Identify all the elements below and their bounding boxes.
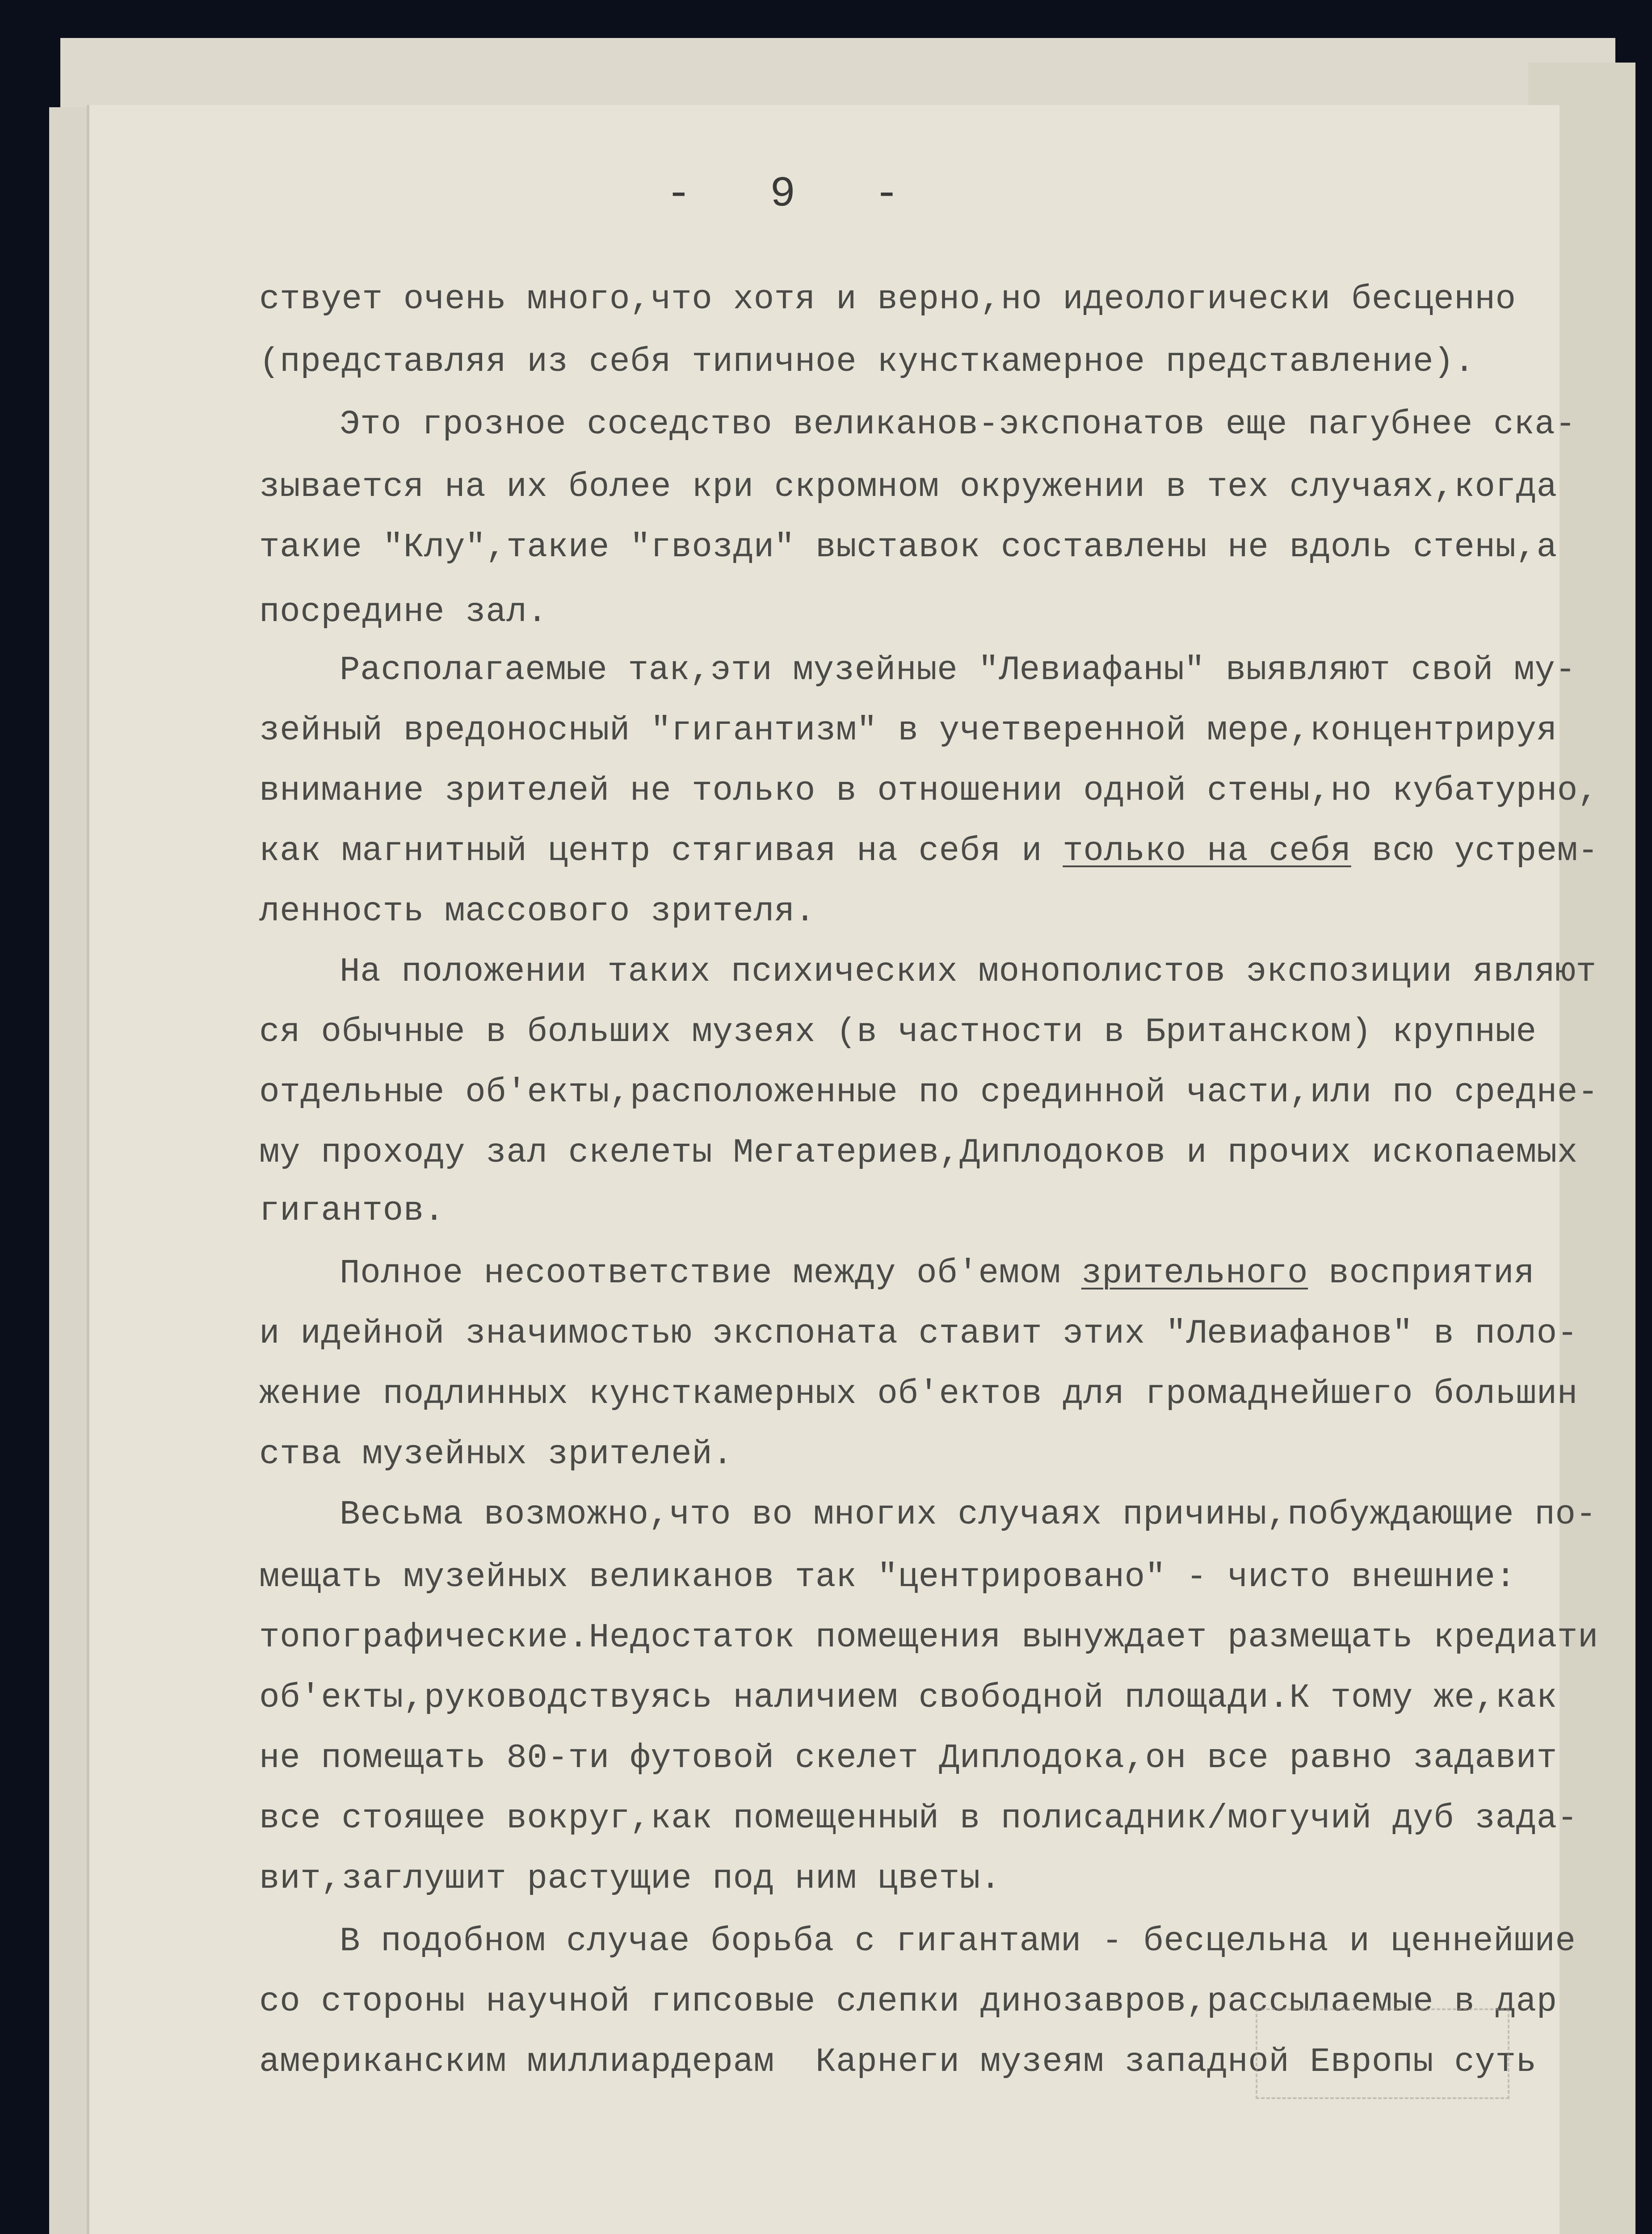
text-line (259, 1676, 1557, 1720)
text-line (259, 277, 1516, 322)
text-line (259, 465, 1557, 509)
text-line (259, 1311, 1578, 1356)
text-line-part: зейный вредоносный "гигантизм" в учетверенной мере,концентрируя (259, 711, 1557, 750)
text-line (259, 1796, 1578, 1841)
text-line (259, 708, 1557, 753)
text-line-part: зывается на их более кри скромном окружении в тех случаях,когда (259, 468, 1557, 506)
text-line-part: гигантов. (259, 1192, 445, 1230)
text-line (259, 1615, 1598, 1660)
page-number: - 9 - (666, 170, 909, 218)
text-line (340, 402, 1576, 447)
text-line-part: му проходу зал скелеты Мегатериев,Диплодоков и прочих ископаемых (259, 1134, 1578, 1172)
text-line-part: жение подлинных кунсткамерных об'ектов для громаднейшего большин (259, 1375, 1578, 1413)
text-line-part: Это грозное соседство великанов-экспонатов еще пагубнее ска- (340, 405, 1576, 444)
text-line (259, 1736, 1557, 1780)
text-line (259, 1130, 1578, 1175)
text-line-part: ства музейных зрителей. (259, 1435, 733, 1474)
text-line-part: внимание зрителей не только в отношении одной стены,но кубатурно, (259, 772, 1598, 810)
text-line-part: со стороны научной гипсовые слепки динозавров,рассылаемые в дар (259, 1982, 1557, 2021)
text-line-part: Полное несоответствие между об'емом (340, 1254, 1081, 1293)
text-line (259, 1555, 1516, 1600)
text-line (259, 1856, 1001, 1901)
text-line-part: мещать музейных великанов так "центрировано" - чисто внешние: (259, 1558, 1516, 1596)
text-line (340, 1492, 1597, 1537)
text-line-part: всю устрем- (1351, 832, 1599, 870)
text-line-part: Весьма возможно,что во многих случаях причины,побуждающие по- (340, 1495, 1597, 1534)
text-line (259, 768, 1598, 813)
text-line-part: ся обычные в больших музеях (в частности в Британском) крупные (259, 1013, 1537, 1051)
text-line-part: американским миллиардерам Карнеги музеям западной Европы суть (259, 2043, 1537, 2081)
text-line (259, 590, 548, 634)
text-line (340, 1919, 1576, 1964)
text-line-part: ленность массового зрителя. (259, 892, 815, 931)
text-line-part: восприятия (1308, 1254, 1535, 1293)
text-line-part: вит,заглушит растущие под ним цветы. (259, 1860, 1001, 1898)
text-line (259, 340, 1475, 384)
text-line-part: такие "Клу",такие "гвозди" выставок составлены не вдоль стены,а (259, 528, 1557, 567)
text-line-part: (представляя из себя типичное кунсткамерное представление). (259, 343, 1475, 381)
text-line-part: Располагаемые так,эти музейные "Левиафаны" выявляют свой му- (340, 651, 1576, 689)
archive-stamp (1256, 2008, 1509, 2099)
text-line (259, 1372, 1578, 1416)
text-line (259, 1070, 1598, 1115)
text-line (259, 889, 815, 934)
underlined-phrase: зрительного (1081, 1254, 1308, 1293)
text-line (340, 1251, 1534, 1296)
text-line-part: На положении таких психических монополистов экспозиции являют (340, 953, 1597, 991)
text-line-part: не помещать 80-ти футовой скелет Диплодока,он все равно задавит (259, 1739, 1557, 1777)
text-line-part: и идейной значимостью экспоната ставит этих "Левиафанов" в поло- (259, 1314, 1578, 1353)
text-line-part: об'екты,руководствуясь наличием свободной площади.К тому же,как (259, 1679, 1557, 1717)
text-line (340, 949, 1597, 994)
text-line (259, 1188, 445, 1233)
text-line-part: ствует очень много,что хотя и верно,но идеологически бесценно (259, 280, 1516, 319)
text-line (259, 1010, 1537, 1054)
text-line-part: посредине зал. (259, 593, 548, 631)
text-line-part: отдельные об'екты,расположенные по срединной части,или по средне- (259, 1073, 1598, 1112)
text-line (340, 648, 1576, 693)
text-line-part: все стоящее вокруг,как помещенный в полисадник/могучий дуб зада- (259, 1799, 1578, 1838)
text-line (259, 829, 1598, 873)
text-line (259, 1432, 733, 1477)
text-line-part: топографические.Недостаток помещения вынуждает размещать кредиати (259, 1618, 1598, 1657)
text-line (259, 525, 1557, 570)
text-line-part: как магнитный центр стягивая на себя и (259, 832, 1063, 870)
text-line-part: В подобном случае борьба с гигантами - бесцельна и ценнейшие (340, 1922, 1576, 1961)
underlined-phrase: только на себя (1063, 832, 1351, 870)
